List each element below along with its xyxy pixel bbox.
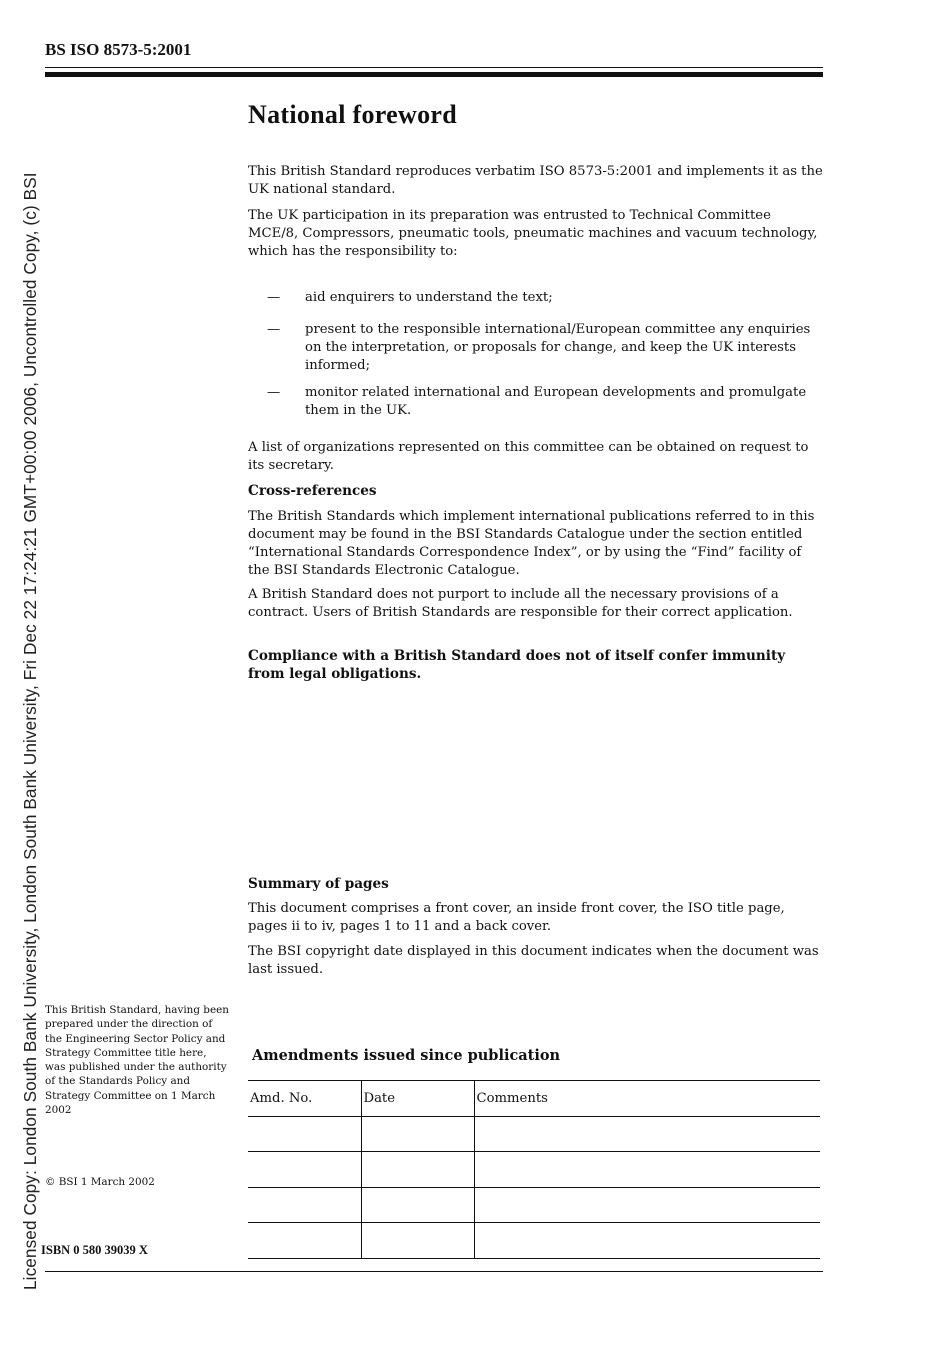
heading-summary-of-pages: Summary of pages bbox=[248, 876, 389, 892]
column-header-amd-no: Amd. No. bbox=[248, 1081, 361, 1117]
document-id: BS ISO 8573-5:2001 bbox=[45, 40, 192, 59]
table-header-row bbox=[248, 1081, 820, 1117]
paragraph-contract: A British Standard does not purport to include all the necessary provisions of a contract. Users of British Standards are responsible for their correct application. bbox=[248, 587, 793, 620]
table-cell bbox=[474, 1152, 820, 1188]
table-cell bbox=[248, 1187, 361, 1223]
table-cell bbox=[474, 1116, 820, 1152]
header-rule-thick bbox=[45, 72, 823, 77]
bullet-dash-3: — bbox=[267, 385, 281, 400]
table-cell bbox=[474, 1187, 820, 1223]
isbn: ISBN 0 580 39039 X bbox=[41, 1243, 148, 1257]
amendments-title: Amendments issued since publication bbox=[252, 1047, 561, 1064]
column-header-comments: Comments bbox=[474, 1081, 820, 1117]
bullet-item-1: aid enquirers to understand the text; bbox=[305, 290, 553, 305]
table-cell bbox=[361, 1116, 474, 1152]
footer-rule bbox=[45, 1271, 823, 1272]
paragraph-reproduces: This British Standard reproduces verbatim ISO 8573-5:2001 and implements it as the UK national standard. bbox=[248, 164, 823, 197]
column-header-date: Date bbox=[361, 1081, 474, 1117]
amendments-table bbox=[248, 1080, 820, 1259]
table-row bbox=[248, 1187, 820, 1223]
header-rule-thin bbox=[45, 67, 823, 68]
licensed-copy-watermark: Licensed Copy: London South Bank University, London South Bank University, Fri Dec 22 17:24:21 GMT+00:00 2006, Uncontrolled Copy, (c) BSI bbox=[20, 172, 40, 1290]
publication-note: This British Standard, having been prepared under the direction of the Engineering Sector Policy and Strategy Committee title here, was published under the authority of the Standards Policy and Strategy Committee on 1 March 2002 bbox=[45, 1004, 229, 1117]
bullet-item-2: present to the responsible international/European committee any enquiries on the interpretation, or proposals for change, and keep the UK interests informed; bbox=[305, 322, 811, 373]
page-title: National foreword bbox=[248, 100, 457, 129]
table-row bbox=[248, 1116, 820, 1152]
paragraph-summary: This document comprises a front cover, an inside front cover, the ISO title page, pages ii to iv, pages 1 to 11 and a back cover. bbox=[248, 901, 785, 934]
table-row bbox=[248, 1223, 820, 1259]
table-cell bbox=[248, 1152, 361, 1188]
table-cell bbox=[361, 1152, 474, 1188]
bullet-dash-1: — bbox=[267, 290, 281, 305]
table-cell bbox=[361, 1223, 474, 1259]
heading-cross-references: Cross-references bbox=[248, 483, 377, 499]
compliance-statement: Compliance with a British Standard does not of itself confer immunity from legal obligations. bbox=[248, 648, 786, 682]
paragraph-organizations: A list of organizations represented on this committee can be obtained on request to its secretary. bbox=[248, 440, 809, 473]
paragraph-cross-references: The British Standards which implement international publications referred to in this document may be found in the BSI Standards Catalogue under the section entitled “International Standards Correspondence Index”, or by using the “Find” facility of the BSI Standards Electronic Catalogue. bbox=[248, 509, 815, 578]
paragraph-participation: The UK participation in its preparation was entrusted to Technical Committee MCE/8, Compressors, pneumatic tools, pneumatic machines and vacuum technology, which has the responsibility to: bbox=[248, 208, 818, 259]
table-cell bbox=[248, 1223, 361, 1259]
bullet-item-3: monitor related international and European developments and promulgate them in the UK. bbox=[305, 385, 807, 418]
paragraph-copyright-date: The BSI copyright date displayed in this document indicates when the document was last issued. bbox=[248, 944, 819, 977]
table-cell bbox=[361, 1187, 474, 1223]
copyright-notice: © BSI 1 March 2002 bbox=[45, 1176, 155, 1188]
table-cell bbox=[474, 1223, 820, 1259]
table-cell bbox=[248, 1116, 361, 1152]
bullet-dash-2: — bbox=[267, 322, 281, 337]
table-row bbox=[248, 1152, 820, 1188]
